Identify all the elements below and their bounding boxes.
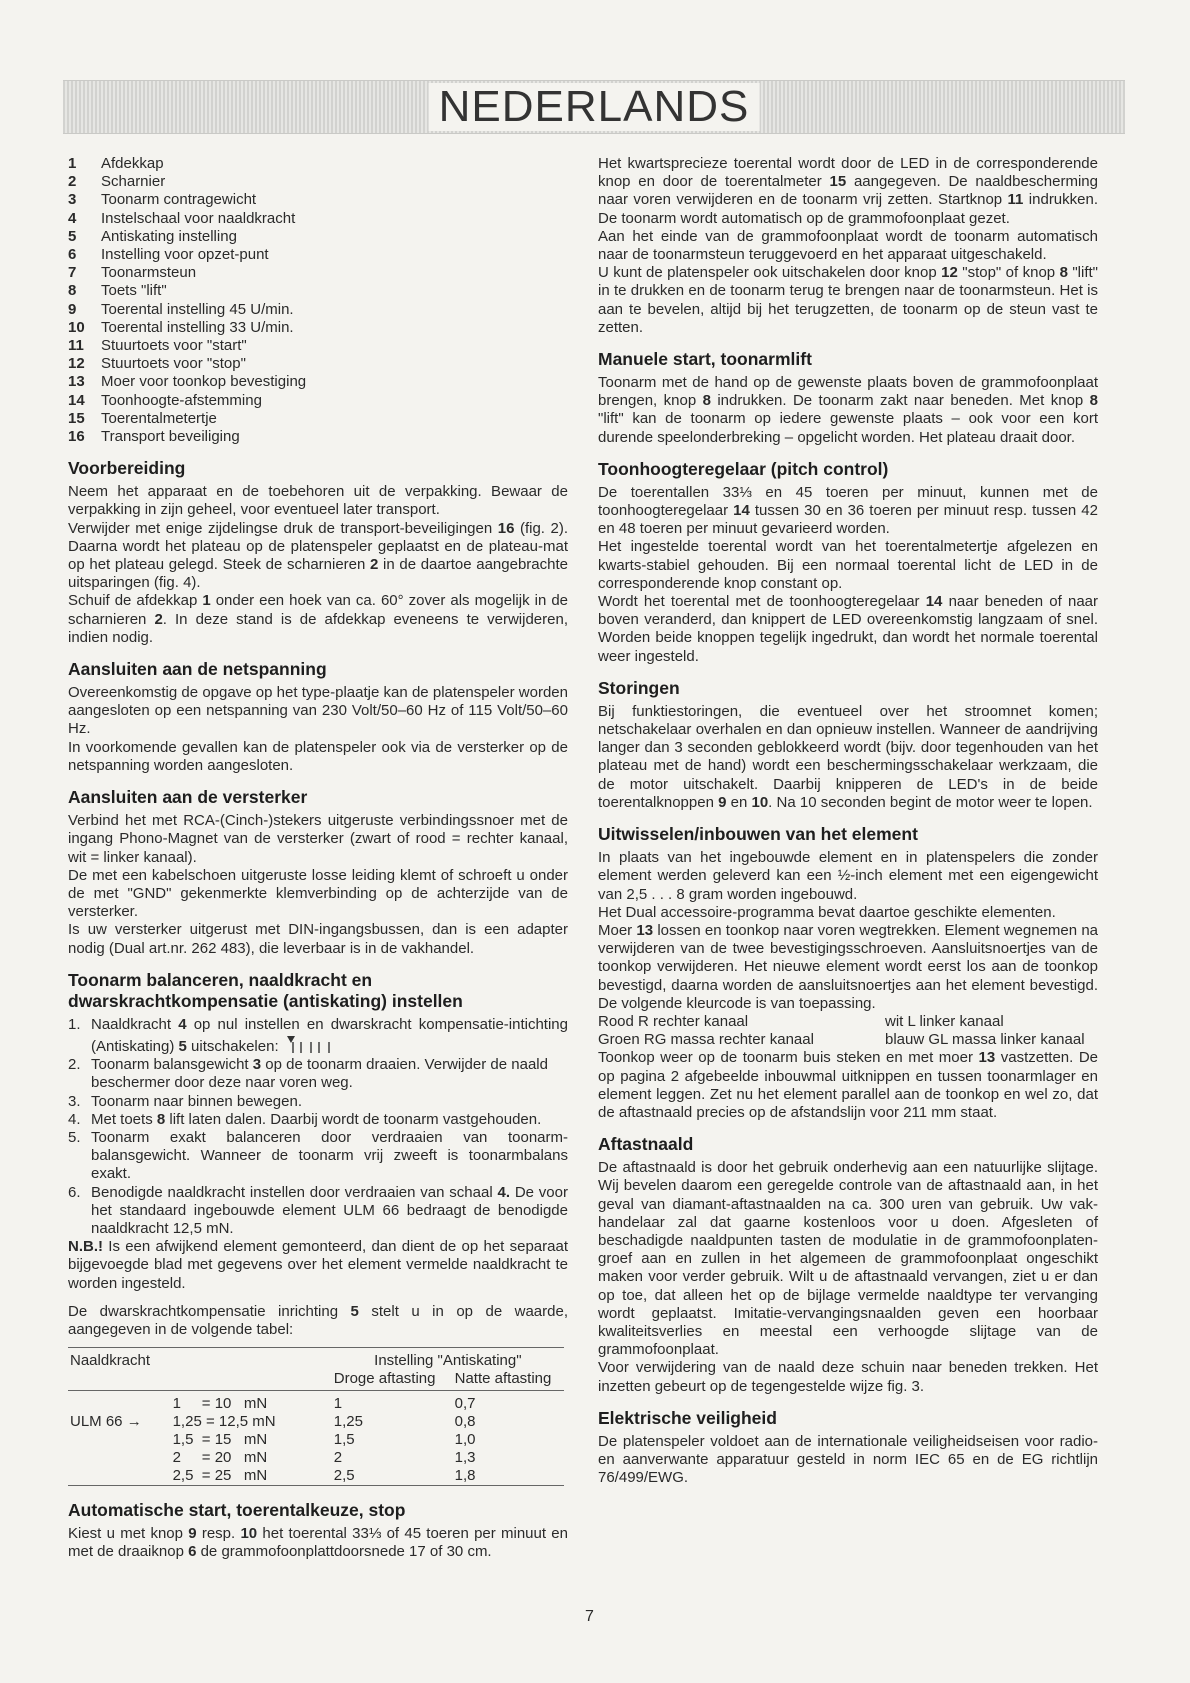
kwarts-p3: U kunt de platenspeler ook uitschakelen door knop 12 "stop" of knop 8 "lift" in te drukken en de toonarm terug te brengen naar de toonarmsteun. Het is aan te bevelen, altijd bij het terugzetten, de toonarm op de steun vast te zetten. <box>598 264 1098 336</box>
part-item <box>68 301 568 319</box>
part-number: 6 <box>68 246 77 264</box>
part-number: 15 <box>68 409 85 427</box>
table-cell: 2,5 <box>333 1467 355 1485</box>
part-label: Toerentalmetertje <box>101 409 217 427</box>
table-cell <box>68 1391 171 1414</box>
heading-manuele: Manuele start, toonarmlift <box>598 349 812 370</box>
table-cell: 2 = 20 mN <box>172 1449 268 1467</box>
part-label: Instelling voor opzet-punt <box>101 246 269 264</box>
part-number: 2 <box>68 173 77 191</box>
nb-note: N.B.! Is een afwijkend element gemonteerd, dan dient de op het separaat bijgevoegde blad met gegevens over het element vermelde naaldkracht te worden ingesteld. <box>68 1238 568 1292</box>
part-label: Moer voor toonkop bevestiging <box>101 373 307 391</box>
part-number: 1 <box>68 155 77 172</box>
part-number: 7 <box>68 264 77 282</box>
part-number: 12 <box>68 355 85 373</box>
table-cell <box>68 1431 171 1449</box>
aftastnaald-p1: De aftastnaald is door het gebruik onderhevig aan een natuurlijke slijtage. Wij bevelen daarom een geregelde controle van de aftastnaald aan, in het geval van diamant-aftastnaalden na ca. 300 uren van gebruik. Uw vak-handelaar zal dat gaarne kostenloos voor u doen. Afgesleten of beschadigde naaldpunten tasten de modulatie in de grammofoonplaten-groef aan en zullen in het algemeen de grammofoonplaat ongeschikt maken voor verder gebruik. Wilt u de aftastnaald vervangen, ziet u er dan op toe, dat alleen het op de bijlage vermelde naaldtype ter vervanging wordt geplaatst. Imitatie-vervangingsnaalden geven een hoorbaar kwaliteitsverlies en meestal een verhoogde slijtage van de grammofoonplaat. <box>598 1159 1098 1359</box>
table-cell: 1,5 <box>333 1431 355 1449</box>
step: 4. Met toets 8 lift laten dalen. Daarbij wordt de toonarm vastgehouden. <box>68 1110 542 1128</box>
voorbereiding-p1: Neem het apparaat en de toebehoren uit de verpakking. Bewaar de verpakking in zijn geheel, voor eventueel later transport. <box>68 483 568 519</box>
table-cell: 1,25 = 12,5 mN <box>172 1413 276 1431</box>
heading-storingen: Storingen <box>598 677 680 698</box>
heading-veiligheid: Elektrische veiligheid <box>598 1407 777 1428</box>
part-item <box>68 428 568 446</box>
table-cell: 1,0 <box>454 1431 476 1449</box>
table-cell: 1 = 10 mN <box>172 1395 268 1413</box>
color-code-row: Rood R rechter kanaal wit L linker kanaal <box>598 1012 1004 1030</box>
part-number: 14 <box>68 391 85 409</box>
veiligheid-p1: De platenspeler voldoet aan de internationale veiligheidseisen voor radio- en aanverwante apparatuur gesteld in norm IEC 65 en de EG richtlijn 76/499/EWG. <box>598 1432 1098 1487</box>
voorbereiding-p2: Verwijder met enige zijdelingse druk de transport-beveiligingen 16 (fig. 2). Daarna wordt het plateau op de platenspeler geplaatst en de plateau-mat op het plateau gelegd. Steek de scharnieren 2 in de daartoe aangebrachte uitsparingen (fig. 4). <box>68 519 568 592</box>
part-label: Afdekkap <box>101 155 164 172</box>
heading-pitch: Toonhoogteregelaar (pitch control) <box>598 458 889 479</box>
versterker-p2: De met een kabelschoen uitgeruste losse leiding klemt of schroeft u onder de met "GND" gekenmerkte klemverbinding op de achterzijde van de versterker. <box>68 866 568 921</box>
part-item <box>68 373 568 391</box>
part-number: 5 <box>68 227 77 245</box>
part-number: 3 <box>68 191 77 209</box>
part-number: 11 <box>68 337 84 355</box>
antiskating-table <box>68 1347 564 1488</box>
voorbereiding-p3: Schuif de afdekkap 1 onder een hoek van ca. 60° zover als mogelijk in de scharnieren 2. In deze stand is de afdekkap eveneens te verwijderen, indien nodig. <box>68 592 569 646</box>
table-cell: 1,3 <box>454 1449 476 1467</box>
table-cell: 2,5 = 25 mN <box>172 1467 268 1485</box>
heading-balanceren: Toonarm balanceren, naaldkracht en dwarskrachtkompensatie (antiskating) instellen <box>68 969 463 1011</box>
part-label: Transport beveiliging <box>101 428 240 446</box>
table-row <box>68 1413 564 1431</box>
part-label: Scharnier <box>101 173 166 191</box>
element-p1: In plaats van het ingebouwde element en in platenspelers die zonder element werden geleverd kan een ½-inch element met een eigengewicht van 2,5 . . . 8 gram worden ingebouwd. <box>598 849 1098 903</box>
kwarts-p2: Aan het einde van de grammofoonplaat wordt de toonarm automatisch naar de toonarmsteun teruggevoerd en het apparaat uitgeschakeld. <box>598 227 1098 264</box>
right-column <box>598 155 1098 1487</box>
part-label: Stuurtoets voor "stop" <box>101 355 246 373</box>
element-p4: Toonkop weer op de toonarm buis steken en met moer 13 vastzetten. De op pagina 2 afgebeelde inbouwmal uitknippen en tussen toonarmlager en element leggen. Zet nu het element parallel aan de toonkop en wel zo, dat de aftastnaald precies op de afstandslijn voor 211 mm staat. <box>598 1049 1098 1121</box>
heading-netspanning: Aansluiten aan de netspanning <box>68 659 327 680</box>
antiskating-scale-icon <box>285 1034 335 1054</box>
element-p3: Moer 13 lossen en toonkop naar voren wegtrekken. Element wegnemen na verwijderen van de twee bevestigingsschroeven. Aansluitsnoertjes van de toonkop verwijderen. Het nieuwe element wordt eerst los aan de toonkop bevestigd, daarna worden de aansluitsnoertjes aan het element bevestigd. De volgende kleurcode is van toepassing. <box>598 921 1098 1012</box>
part-item <box>68 246 568 264</box>
heading-element: Uitwisselen/inbouwen van het element <box>598 824 918 845</box>
parts-list <box>68 155 568 446</box>
color-code-row: Groen RG massa rechter kanaal blauw GL massa linker kanaal <box>598 1031 1085 1049</box>
heading-voorbereiding: Voorbereiding <box>68 458 186 479</box>
part-item <box>68 264 568 282</box>
part-item <box>68 155 568 173</box>
heading-aftastnaald: Aftastnaald <box>598 1134 694 1155</box>
pitch-p2: Het ingestelde toerental wordt van het toerentalmetertje afgelezen en kwarts-stabiel gehouden. Bij een normaal toerental licht de LED in de corresponderende knop constant op. <box>598 538 1098 592</box>
table-cell: 1 <box>333 1395 343 1413</box>
part-item <box>68 191 568 209</box>
col-instelling: Instelling "Antiskating" <box>332 1348 564 1371</box>
part-item <box>68 355 568 373</box>
part-number: 9 <box>68 300 77 318</box>
heading-versterker: Aansluiten aan de versterker <box>68 787 308 808</box>
manuele-p1: Toonarm met de hand op de gewenste plaats boven de grammofoonplaat brengen, knop 8 indrukken. De toonarm zakt naar beneden. Met knop 8 "lift" kan de toonarm op iedere gewenste plaats – ook voor een kort durende speelonderbreking – opgelicht worden. Het plateau draait door. <box>598 374 1099 446</box>
table-row <box>68 1449 564 1467</box>
part-number: 4 <box>68 209 77 227</box>
part-item <box>68 392 568 410</box>
netspanning-p2: In voorkomende gevallen kan de platenspeler ook via de versterker op de netspanning worden aangesloten. <box>68 738 568 774</box>
part-label: Toonhoogte-afstemming <box>101 391 262 409</box>
table-cell <box>68 1449 171 1467</box>
balance-steps <box>68 1016 568 1238</box>
part-label: Toets "lift" <box>101 282 167 300</box>
table-cell: ULM 66 → <box>70 1413 142 1431</box>
table-cell: 1,8 <box>454 1467 476 1485</box>
pitch-p1: De toerentallen 33⅓ en 45 toeren per minuut, kunnen met de toonhoogteregelaar 14 tussen 30 en 36 toeren per minuut resp. tussen 42 en 48 toeren per minuut gevarieerd worden. <box>598 483 1098 538</box>
pitch-p3: Wordt het toerental met de toonhoogteregelaar 14 naar beneden of naar boven veranderd, dan knippert de LED overeenkomstig langzaam of snel. Worden beide knoppen tegelijk ingedrukt, dan wordt het normale toerental weer ingesteld. <box>598 593 1098 665</box>
part-number: 8 <box>68 282 77 300</box>
versterker-p3: Is uw versterker uitgerust met DIN-ingangsbussen, dan is een adapter nodig (Dual art.nr. 262 483), die leverbaar is in de vakhandel. <box>68 921 568 957</box>
part-number: 16 <box>68 428 85 446</box>
part-item <box>68 337 568 355</box>
page-number: 7 <box>585 1608 594 1625</box>
table-cell: 0,7 <box>454 1395 476 1413</box>
storingen-p1: Bij funktiestoringen, die eventueel over het stroomnet komen; netschakelaar overhalen en dan opnieuw instellen. Wanneer de aandrijving langer dan 3 seconden geblokkeerd wordt (bijv. door tegenhouden van het plateau met de hand) wordt een beschermingsschakelaar werkzaam, die de motor uitschakelt. Daarbij knipperen de LED's in de beide toerentalknoppen 9 en 10. Na 10 seconden begint de motor weer te lopen. <box>598 702 1098 811</box>
table-cell: 0,8 <box>454 1413 476 1431</box>
versterker-p1: Verbind het met RCA-(Cinch-)stekers uitgeruste verbindingssnoer met de ingang Phono-Magnet van de versterker (zwart of rood = rechter kanaal, wit = linker kanaal). <box>68 812 568 866</box>
page-title: NEDERLANDS <box>429 83 760 131</box>
step: 3. Toonarm naar binnen bewegen. <box>68 1092 302 1110</box>
kwarts-p1: Het kwartsprecieze toerental wordt door de LED in de corresponderende knop en door de toerentalmeter 15 aangegeven. De naaldbescherming naar voren verwijderen en de toonarm vrij zetten. Startknop 11 indrukken. De toonarm wordt automatisch op de grammofoonplaat gezet. <box>598 155 1099 227</box>
step: 6. Benodigde naaldkracht instellen door verdraaien van schaal 4. De voor het standaard ingebouwde element ULM 66 bedraagt de benodigde naaldkracht 12,5 mN. <box>68 1183 568 1237</box>
part-item <box>68 410 568 428</box>
col-natte: Natte aftasting <box>453 1370 564 1391</box>
automatische-p1: Kiest u met knop 9 resp. 10 het toerental 33⅓ of 45 toeren per minuut en met de draaiknop 6 de grammofoonplattdoorsnede 17 of 30 cm. <box>68 1525 568 1561</box>
col-droge: Droge aftasting <box>332 1370 453 1391</box>
part-item <box>68 173 568 191</box>
part-item <box>68 210 568 228</box>
aftastnaald-p2: Voor verwijdering van de naald deze schuin naar beneden trekken. Het inzetten gebeurt op de tegengestelde wijze fig. 3. <box>598 1359 1098 1395</box>
part-label: Toerental instelling 45 U/min. <box>101 300 294 318</box>
part-item <box>68 282 568 300</box>
table-cell: 2 <box>333 1449 343 1467</box>
part-label: Stuurtoets voor "start" <box>101 337 247 355</box>
table-intro: De dwarskrachtkompensatie inrichting 5 stelt u in op de waarde, aangegeven in de volgende tabel: <box>68 1302 568 1338</box>
step: 5. Toonarm exakt balanceren door verdraaien van toonarm-balansgewicht. Wanneer de toonarm vrij zweeft is toonarmbalans exakt. <box>68 1128 568 1183</box>
table-row <box>68 1431 564 1449</box>
step: 1. Naaldkracht 4 op nul instellen en dwarskracht kompensatie-intichting (Antiskating) 5 uitschakelen: <box>68 1015 568 1055</box>
part-label: Toonarm contragewicht <box>101 191 257 209</box>
heading-automatische: Automatische start, toerentalkeuze, stop <box>68 1500 406 1521</box>
table-cell: 1,25 <box>333 1413 363 1431</box>
part-label: Toonarmsteun <box>101 264 197 282</box>
title-banner <box>63 80 1125 134</box>
left-column <box>68 155 568 1562</box>
table-cell <box>68 1467 171 1486</box>
table-cell: 1,5 = 15 mN <box>172 1431 268 1449</box>
col-naaldkracht: Naaldkracht <box>68 1348 332 1371</box>
element-p2: Het Dual accessoire-programma bevat daartoe geschikte elementen. <box>598 903 1056 921</box>
part-label: Toerental instelling 33 U/min. <box>101 318 294 336</box>
part-label: Instelschaal voor naaldkracht <box>101 209 296 227</box>
part-number: 13 <box>68 373 85 391</box>
table-row <box>68 1391 564 1414</box>
table-row <box>68 1467 564 1486</box>
netspanning-p1: Overeenkomstig de opgave op het type-plaatje kan de platenspeler worden aangesloten op een netspanning van 230 Volt/50–60 Hz of 115 Volt/50–60 Hz. <box>68 684 568 738</box>
step: 2. Toonarm balansgewicht 3 op de toonarm draaien. Verwijder de naald beschermer door deze naar voren weg. <box>68 1056 548 1092</box>
part-item <box>68 319 568 337</box>
part-item <box>68 228 568 246</box>
part-label: Antiskating instelling <box>101 227 237 245</box>
part-number: 10 <box>68 318 85 336</box>
